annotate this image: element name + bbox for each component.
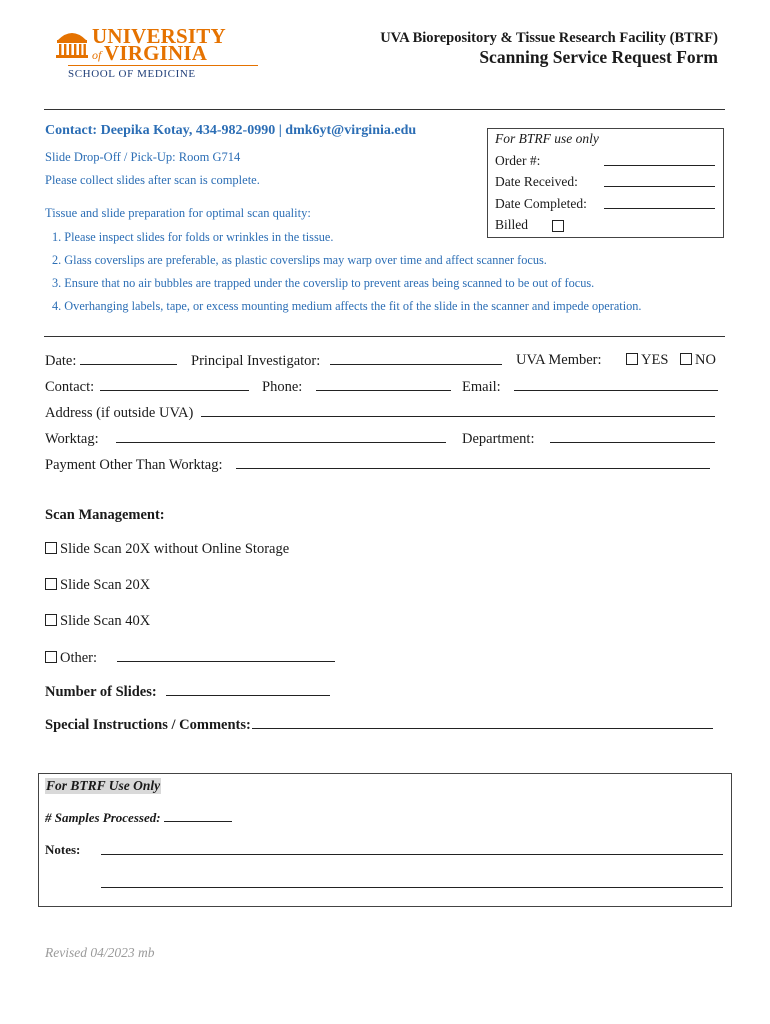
samples-row (45, 810, 232, 826)
phone-field[interactable] (316, 378, 451, 391)
logo-school: SCHOOL OF MEDICINE (68, 68, 196, 80)
contact-line: Contact: Deepika Kotay, 434-982-0990 | dmk6yt@virginia.edu (45, 123, 417, 138)
scan-20x-checkbox[interactable] (45, 578, 57, 590)
completed-label: Date Completed: (495, 196, 587, 211)
received-row (495, 174, 715, 192)
section-divider (44, 336, 725, 337)
facility-name: UVA Biorepository & Tissue Research Facility (BTRF) (380, 30, 718, 46)
uva-logo (54, 24, 226, 84)
num-slides-row (45, 683, 330, 701)
no-label: NO (695, 352, 716, 368)
address-label: Address (if outside UVA) (45, 405, 194, 421)
notes-line[interactable] (101, 854, 723, 855)
btrf-bottom-header: For BTRF Use Only (46, 778, 161, 793)
row-address (45, 404, 725, 424)
special-label: Special Instructions / Comments: (45, 717, 251, 733)
row-payment (45, 456, 725, 476)
scan-other-field[interactable] (117, 649, 335, 662)
btrf-box-header: For BTRF use only (495, 131, 599, 146)
worktag-field[interactable] (116, 430, 446, 443)
worktag-label: Worktag: (45, 431, 99, 447)
scan-40x-checkbox[interactable] (45, 614, 57, 626)
no-checkbox[interactable] (680, 353, 692, 365)
collect-info: Please collect slides after scan is complete. (45, 173, 260, 187)
order-field[interactable] (604, 165, 715, 166)
billed-checkbox[interactable] (552, 220, 564, 232)
num-slides-label: Number of Slides: (45, 684, 157, 700)
samples-label: # Samples Processed: (45, 810, 161, 825)
scan-other-label: Other: (60, 650, 98, 666)
prep-step: 3. Ensure that no air bubbles are trapped under the coverslip to prevent areas being scanned to be out of focus. (52, 276, 595, 290)
pi-field[interactable] (330, 352, 502, 365)
special-row (45, 716, 713, 734)
samples-field[interactable] (164, 810, 232, 822)
revision-note: Revised 04/2023 mb (45, 945, 155, 960)
logo-of: of (92, 48, 102, 62)
scan-heading: Scan Management: (45, 507, 165, 523)
special-field[interactable] (252, 716, 713, 729)
order-row (495, 153, 715, 171)
num-slides-field[interactable] (166, 683, 330, 696)
prep-steps (45, 230, 642, 322)
billed-label: Billed (495, 217, 528, 232)
btrf-use-only-box (38, 773, 732, 907)
form-title: Scanning Service Request Form (479, 47, 718, 67)
notes-line[interactable] (101, 887, 723, 888)
date-label: Date: (45, 353, 77, 369)
payment-label: Payment Other Than Worktag: (45, 457, 223, 473)
scan-option (45, 541, 289, 558)
scan-20x-no-storage-checkbox[interactable] (45, 542, 57, 554)
row-date-pi (45, 352, 725, 372)
uva-member-label: UVA Member: (516, 352, 602, 368)
date-field[interactable] (80, 352, 177, 365)
scan-other-checkbox[interactable] (45, 651, 57, 663)
row-worktag (45, 430, 725, 450)
btrf-use-box (487, 128, 724, 238)
phone-label: Phone: (262, 379, 303, 395)
scan-option-label: Slide Scan 20X (60, 577, 151, 593)
yes-label: YES (641, 352, 669, 368)
completed-field[interactable] (604, 208, 715, 209)
received-field[interactable] (604, 186, 715, 187)
completed-row (495, 196, 715, 214)
scan-option-label: Slide Scan 40X (60, 613, 151, 629)
scan-option (45, 613, 150, 630)
email-label: Email: (462, 379, 501, 395)
contact-field[interactable] (100, 378, 249, 391)
row-contact (45, 378, 725, 398)
yes-checkbox[interactable] (626, 353, 638, 365)
payment-field[interactable] (236, 456, 710, 469)
logo-rule (68, 65, 258, 66)
header-divider (44, 109, 725, 110)
prep-step: 2. Glass coverslips are preferable, as plastic coverslips may warp over time and affect scanner focus. (52, 253, 547, 267)
rotunda-icon (54, 28, 90, 60)
received-label: Date Received: (495, 174, 578, 189)
scan-option (45, 577, 150, 594)
address-field[interactable] (201, 404, 715, 417)
notes-label: Notes: (45, 842, 81, 857)
pi-label: Principal Investigator: (191, 353, 321, 369)
scan-option-other (45, 649, 335, 667)
department-label: Department: (462, 431, 535, 447)
prep-step: 1. Please inspect slides for folds or wrinkles in the tissue. (52, 230, 334, 244)
order-label: Order #: (495, 153, 541, 168)
prep-title: Tissue and slide preparation for optimal scan quality: (45, 206, 311, 220)
logo-university: UNIVERSITY (92, 24, 226, 48)
billed-row (495, 217, 715, 235)
logo-virginia: VIRGINIA (104, 41, 208, 65)
contact-label: Contact: (45, 379, 95, 395)
department-field[interactable] (550, 430, 715, 443)
dropoff-info: Slide Drop-Off / Pick-Up: Room G714 (45, 150, 241, 164)
prep-step: 4. Overhanging labels, tape, or excess mounting medium affects the fit of the slide in the scanner and impede operation. (52, 299, 642, 313)
email-field[interactable] (514, 378, 718, 391)
scan-option-label: Slide Scan 20X without Online Storage (60, 541, 290, 557)
